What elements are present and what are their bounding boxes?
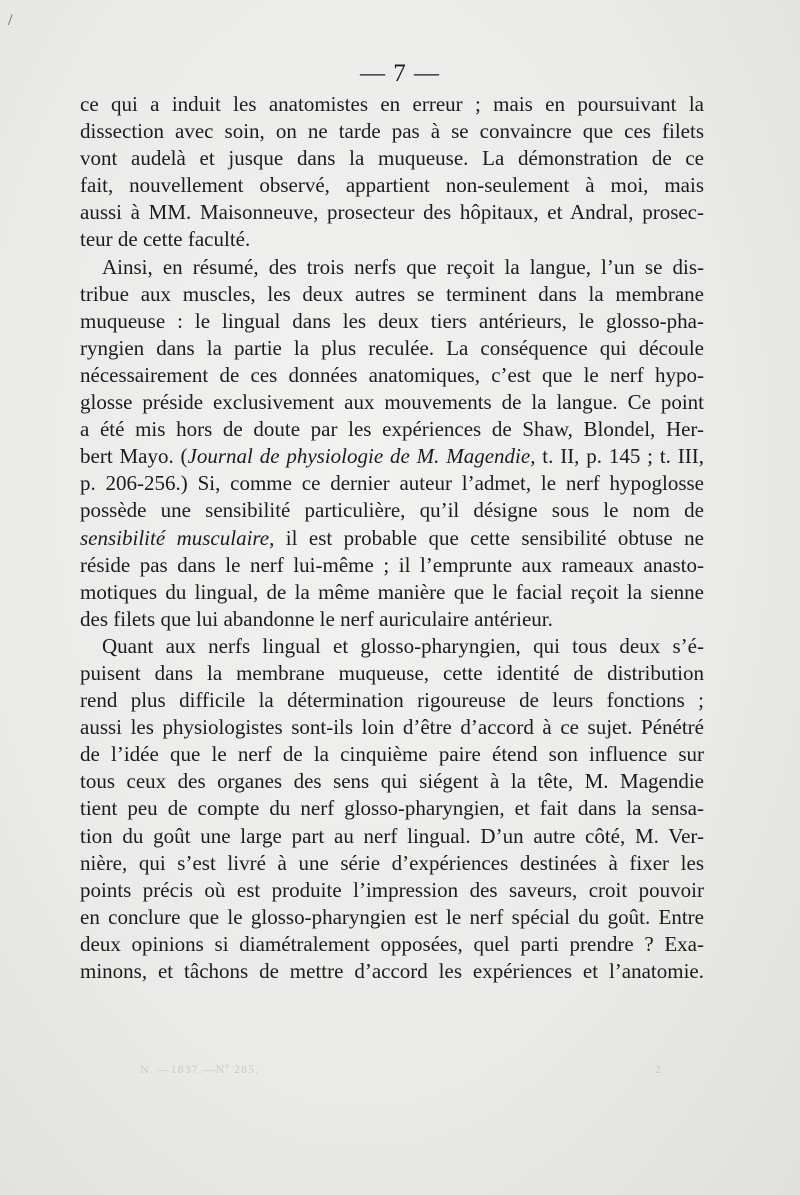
text-line [80,525,704,552]
text-line: motiques du lingual, de la même manière que le facial reçoit la sienne [80,579,704,604]
corner-mark: / [8,12,13,29]
text-run: il est probable que cette sensibilité obtuse ne [274,525,704,550]
text-line: possède une sensibilité particulière, qu’il désigne sous le nom de [80,498,704,523]
text-line: nière, qui s’est livré à une série d’expériences destinées à fixer les [80,850,704,875]
journal-title: Journal de physiologie de M. Magendie, [187,444,536,469]
text-line: muqueuse : le lingual dans les deux tiers antérieurs, le glosso-pha- [80,308,704,333]
text-run: t. II, p. 145 ; t. III, [535,444,704,469]
text-line: deux opinions si diamétralement opposées, quel parti prendre ? Exa- [80,931,704,956]
text-line: vont audelà et jusque dans la muqueuse. La démonstration de ce [80,146,704,171]
text-line: p. 206-256.) Si, comme ce dernier auteur l’admet, le nerf hypoglosse [80,471,704,496]
text-line: tribue aux muscles, les deux autres se terminent dans la membrane [80,281,704,306]
text-line: aussi les physiologistes sont-ils loin d’être d’accord à ce sujet. Pénétré [80,715,704,740]
text-line: Ainsi, en résumé, des trois nerfs que reçoit la langue, l’un se dis- [102,254,704,279]
paragraph [80,254,704,633]
body-text [80,91,704,985]
text-line: aussi à MM. Maisonneuve, prosecteur des hôpitaux, et Andral, prosec- [80,200,704,225]
text-line: glosse préside exclusivement aux mouvements de la langue. Ce point [80,390,704,415]
text-line: puisent dans la membrane muqueuse, cette identité de distribution [80,660,704,685]
text-line: minons, et tâchons de mettre d’accord les expériences et l’anatomie. [80,959,704,983]
paragraph [80,633,704,985]
text-line: dissection avec soin, on ne tarde pas à se convaincre que ces filets [80,119,704,144]
text-line: points précis où est produite l’impression des saveurs, croit pouvoir [80,877,704,902]
text-line: nécessairement de ces données anatomiques, c’est que le nerf hypo- [80,362,704,387]
text-line: teur de cette faculté. [80,227,251,252]
text-line: ryngien dans la partie la plus reculée. La conséquence qui découle [80,335,704,360]
text-line: tion du goût une large part au nerf lingual. D’un autre côté, M. Ver- [80,823,704,848]
text-line: a été mis hors de doute par les expériences de Shaw, Blondel, Her- [80,417,704,442]
text-line: des filets que lui abandonne le nerf auriculaire antérieur. [80,606,553,631]
text-run: bert Mayo. ( [80,444,188,469]
printer-signature: N. —1837.—Nº 285. [140,1062,260,1076]
page-number: — 7 — [360,60,440,87]
text-line: fait, nouvellement observé, appartient non-seulement à moi, mais [80,173,704,198]
text-line: réside pas dans le nerf lui-même ; il l’emprunte aux rameaux anasto- [80,552,704,577]
signature-number: 2 [655,1062,661,1076]
text-line: de l’idée que le nerf de la cinquième paire étend son influence sur [80,742,704,767]
text-line: rend plus difficile la détermination rigoureuse de leurs fonctions ; [80,688,704,713]
paragraph [80,91,704,254]
italic-term: sensibilité musculaire, [80,525,275,550]
text-line: ce qui a induit les anatomistes en erreur ; mais en poursuivant la [80,92,704,116]
text-line: en conclure que le glosso-pharyngien est le nerf spécial du goût. Entre [80,904,704,929]
text-line: Quant aux nerfs lingual et glosso-pharyngien, qui tous deux s’é- [102,633,704,658]
text-line [80,443,704,470]
text-line: tous ceux des organes des sens qui siégent à la tête, M. Magendie [80,769,704,794]
text-line: tient peu de compte du nerf glosso-pharyngien, et fait dans la sensa- [80,796,704,821]
